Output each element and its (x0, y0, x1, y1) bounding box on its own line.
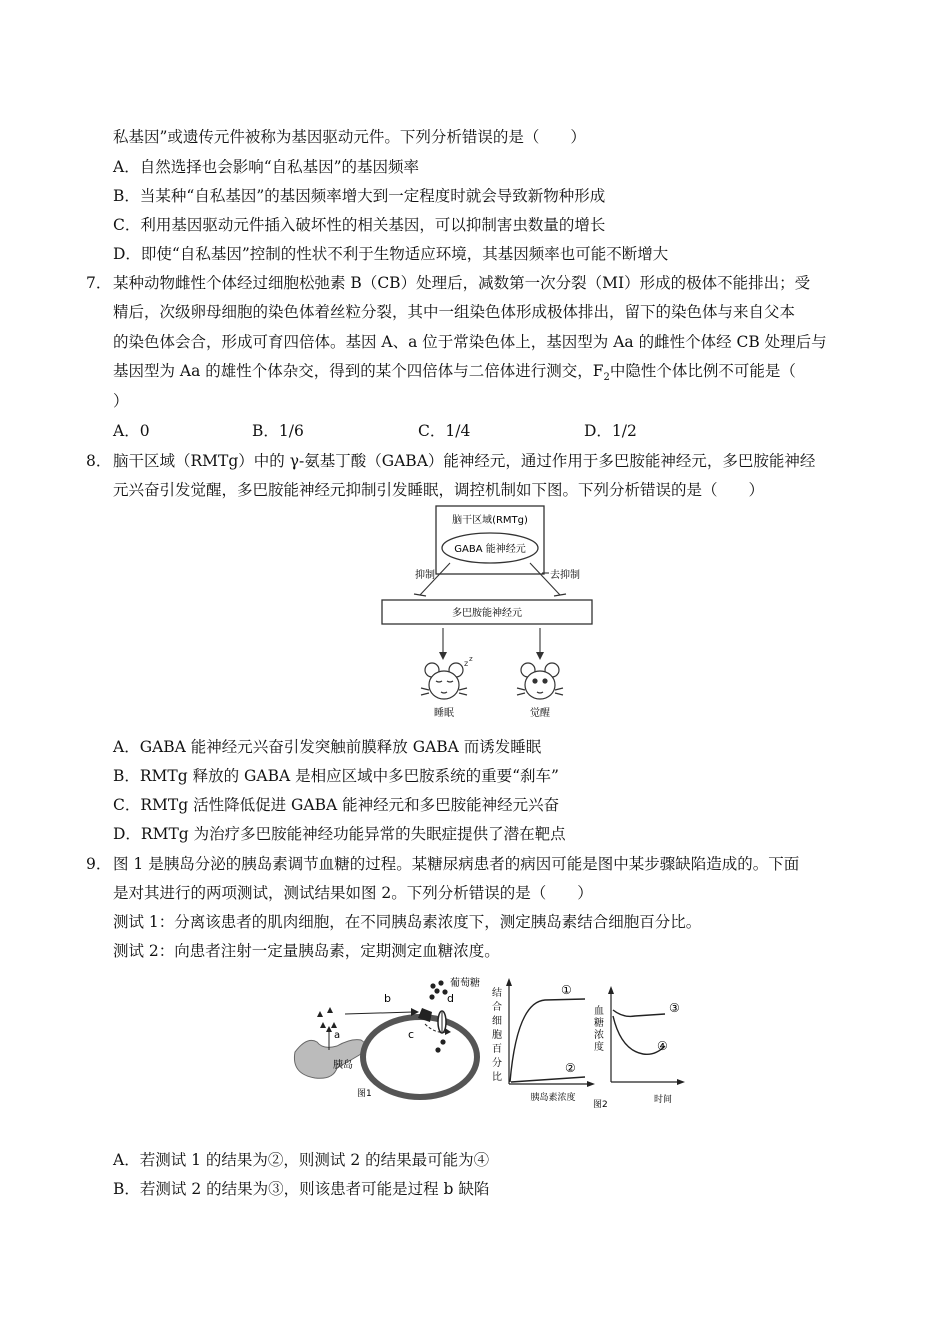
q6-option-d: D．即使“自私基因”控制的性状不利于生物适应环境，其基因频率也可能不断增大 (113, 245, 669, 263)
q8-option-a: A．GABA 能神经元兴奋引发突触前膜释放 GABA 而诱发睡眠 (113, 738, 542, 756)
y-axis-label-1 (492, 986, 502, 1083)
arrow-head-icon (587, 1081, 595, 1087)
q7-stem-line: 的染色体会合，形成可育四倍体。基因 A、a 位于常染色体上，基因型为 Aa 的雌性个体经 CB 处理后与 (113, 333, 827, 351)
label-a: a (334, 1030, 341, 1041)
x-axis-label-1: 胰岛素浓度 (530, 1093, 576, 1103)
q7-stem-line: ） (113, 392, 129, 410)
q7-stem-line: 某种动物雌性个体经过细胞松弛素 B（CB）处理后，减数第一次分裂（MⅠ）形成的极体不能排出；受 (113, 274, 811, 292)
x-axis-label-2: 时间 (653, 1095, 673, 1105)
curve-3-label: ③ (669, 1001, 680, 1015)
curve-1-label: ① (561, 983, 572, 997)
y-label-char: 分 (492, 1058, 502, 1069)
svg-text:z: z (469, 655, 473, 663)
glucose-label: 葡萄糖 (450, 978, 480, 989)
label-d: d (447, 992, 454, 1005)
arrow-head-icon (506, 978, 512, 986)
q9-option-a: A．若测试 1 的结果为②，则测试 2 的结果最可能为④ (113, 1151, 490, 1169)
arrow-to-receptor (345, 1012, 413, 1014)
arrow-head-icon (445, 1028, 451, 1035)
cell-membrane-ring (363, 1017, 477, 1097)
y-label-char: 度 (594, 1042, 604, 1053)
curve-2-label: ② (565, 1061, 576, 1075)
sleep-label: 睡眠 (434, 708, 454, 719)
graph-binding-percent (492, 978, 595, 1103)
insulin-dots-icon (317, 1007, 337, 1028)
y-label-char: 胞 (492, 1030, 502, 1041)
gaba-neuron-label: GABA 能神经元 (454, 544, 526, 555)
q9-test2: 测试 2：向患者注射一定量胰岛素，定期测定血糖浓度。 (113, 942, 500, 960)
arrow-head-icon (439, 652, 447, 660)
q8-diagram (370, 500, 610, 725)
figure-1 (294, 976, 480, 1099)
q9-stem-line: 是对其进行的两项测试，测试结果如图 2。下列分析错误的是（ ） (113, 884, 593, 902)
q6-option-b: B．当某种“自私基因”的基因频率增大到一定程度时就会导致新物种形成 (113, 187, 606, 205)
q8-stem-line: 元兴奋引发觉醒，多巴胺能神经元抑制引发睡眠，调控机制如下图。下列分析错误的是（ ） (113, 481, 765, 499)
q7-option-c: C．1/4 (418, 422, 471, 440)
arrow-head-icon (536, 652, 544, 660)
curve-4-label: ④ (657, 1039, 668, 1053)
q7-stem-text: 中隐性个体比例不可能是（ (609, 362, 796, 380)
q8-option-d: D．RMTg 为治疗多巴胺能神经功能异常的失眠症提供了潜在靶点 (113, 825, 566, 843)
awake-label: 觉醒 (530, 708, 550, 719)
q9-number: 9． (86, 855, 112, 873)
arrow-head-icon (326, 1026, 332, 1032)
label-b: b (384, 992, 391, 1005)
q6-stem-tail: 私基因”或遗传元件被称为基因驱动元件。下列分析错误的是（ ） (113, 128, 586, 146)
inhibit-label: 抑制 (415, 570, 435, 581)
q6-option-a: A．自然选择也会影响“自私基因”的基因频率 (113, 158, 420, 176)
y-axis-label-2 (594, 1005, 604, 1053)
q7-option-b: B．1/6 (252, 422, 304, 440)
q8-stem-line: 脑干区域（RMTg）中的 γ-氨基丁酸（GABA）能神经元，通过作用于多巴胺能神经元，多巴胺能神经 (113, 452, 816, 470)
q8-option-b: B．RMTg 释放的 GABA 是相应区域中多巴胺系统的重要“刹车” (113, 767, 559, 785)
q7-option-d: D．1/2 (584, 422, 637, 440)
q9-test1: 测试 1：分离该患者的肌肉细胞，在不同胰岛素浓度下，测定胰岛素结合细胞百分比。 (113, 913, 702, 931)
disinhibit-label: 去抑制 (550, 570, 580, 581)
y-label-char: 浓 (594, 1030, 604, 1041)
arrow-head-icon (677, 1079, 685, 1085)
q7-stem-text: 基因型为 Aa 的雄性个体杂交，得到的某个四倍体与二倍体进行测交，F (113, 362, 604, 380)
pancreas-icon (294, 1040, 366, 1079)
q9-option-b: B．若测试 2 的结果为③，则该患者可能是过程 b 缺陷 (113, 1180, 490, 1198)
q6-option-c: C．利用基因驱动元件插入破坏性的相关基因，可以抑制害虫数量的增长 (113, 216, 606, 234)
q7-option-a: A．0 (113, 422, 150, 440)
arrow-head-icon (608, 986, 614, 994)
subscript-2: 2 (603, 372, 610, 384)
figure-2-caption: 图2 (593, 1100, 608, 1110)
q8-option-c: C．RMTg 活性降低促进 GABA 能神经元和多巴胺能神经元兴奋 (113, 796, 560, 814)
label-c: c (408, 1028, 415, 1041)
q7-stem-line-f2 (113, 361, 796, 388)
q7-stem-line: 精后，次级卵母细胞的染色体着丝粒分裂，其中一组染色体形成极体排出，留下的染色体与来自父本 (113, 303, 796, 321)
graph-blood-glucose (593, 986, 685, 1110)
q9-stem-line: 图 1 是胰岛分泌的胰岛素调节血糖的过程。某糖尿病患者的病因可能是图中某步骤缺陷造成的。下面 (113, 855, 800, 873)
q9-figure (285, 972, 695, 1112)
y-label-char: 结 (492, 988, 502, 999)
y-label-char: 比 (492, 1072, 502, 1083)
curve-3 (613, 1010, 665, 1016)
y-label-char: 血 (594, 1006, 604, 1017)
pancreas-label: 胰岛 (333, 1060, 353, 1071)
sleeping-mouse-icon (421, 655, 473, 699)
svg-text:z: z (464, 659, 469, 668)
q8-number: 8． (86, 452, 112, 470)
curve-2 (511, 1077, 585, 1082)
rmtg-label: 脑干区域(RMTg) (452, 515, 528, 526)
q7-number: 7． (86, 274, 112, 292)
figure-1-caption: 图1 (357, 1089, 372, 1099)
dopamine-label: 多巴胺能神经元 (452, 608, 522, 619)
y-label-char: 合 (492, 1002, 502, 1013)
y-label-char: 百 (492, 1044, 502, 1055)
y-label-char: 糖 (594, 1018, 604, 1029)
y-label-char: 细 (492, 1016, 502, 1027)
awake-mouse-icon (517, 663, 563, 699)
